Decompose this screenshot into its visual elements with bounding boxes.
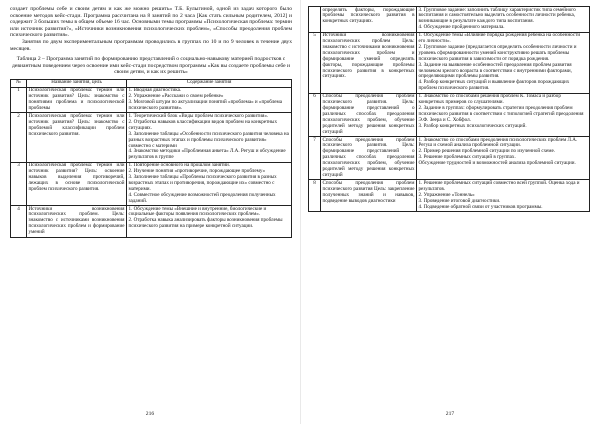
row-number: 2: [11, 113, 27, 162]
row-content: [127, 206, 292, 238]
row-name: Способы преодоления проблем психического развития Цель: закрепление полученных знаний и навыков, подведение выводов диагностики: [321, 180, 417, 212]
content-line: 1. Знакомство со способами преодоления психологических проблем Л.А. Регуш и схемой анализа проблемной ситуации.: [418, 136, 578, 149]
row-name: определять факторы, порождающие проблемы психического развития в конкретных ситуациях.: [321, 7, 417, 33]
content-line: 1. Обсуждение темы «Внешние и внутренние, биологические и социальные факторы появления психологических проблем».: [128, 205, 267, 218]
table-row: [309, 93, 590, 136]
content-line: 2. Упражнение «Тоннель»: [418, 191, 475, 198]
content-line: 1. Знакомство со способами решения проблем К. Томаса и разбор конкретных примеров со слушателями.: [418, 93, 561, 106]
table-row: [309, 180, 590, 212]
row-content: [417, 180, 590, 212]
content-line: 3. Заполнение таблицы «Особенности психического развития человека на разных возрастных этапах и проблемы психического развития» совместно с материми: [128, 130, 289, 149]
content-line: 1. Повторение основного на прошлом занятии.: [128, 162, 231, 169]
row-content: [127, 162, 292, 205]
content-line: 3. Мозговой штурм по актуализации понятий «проблема» и «проблема психического развития».: [128, 99, 283, 112]
content-line: 2. Групповое задание (предлагается определить особенности личности и уровень сформированности умений конструктивно решать проблемы психического развития в зависимости от порядка рождения.: [418, 43, 577, 62]
table-row: [309, 7, 590, 33]
table-row: [309, 137, 590, 180]
content-line: 2. Изучение понятия «противоречие, порождающее проблему»: [128, 168, 266, 175]
row-number: 1: [11, 87, 27, 113]
table-caption: Таблица 2 – Программа занятий по формированию представлений о социально-навыкову материей подростков с девиантным поведением через освоение ими кейс-стади посредством программы «Как вы создаете проблемы себе и своим детям, и как их решить»: [12, 56, 290, 76]
program-table-left: [10, 79, 292, 238]
row-number: 7: [309, 137, 321, 180]
content-line: 3. Разбор конкретных психологических ситуаций.: [418, 122, 527, 129]
content-line: 1. Обсуждение темы «Влияние порядка рождения ребенка на особенности его личности».: [418, 32, 581, 45]
content-line: 1. Решение проблемных ситуаций совместно всей группой. Оценка хода и результатов.: [418, 179, 580, 192]
row-name: Способы преодоления проблем психического развития. Цель: формирование представлений о различных способах преодоления психологических проблем, обучение родителей методу решения конкретных ситуаций: [322, 136, 415, 178]
content-line: 2. Отработка навыка анализировать факторы возникновения проблемы психического развития на примере конкретной ситуации.: [128, 217, 283, 230]
row-number: 4: [11, 206, 27, 238]
header-number: №: [11, 79, 27, 87]
row-number: 3: [11, 162, 27, 205]
row-content: [127, 87, 292, 113]
content-line: 2. Задание в группах: сформулировать стратегии преодоления проблем психического развития в соответствии с типологией стратегий преодоления Э.Ф. Зеера и С. Хобфол.: [418, 105, 584, 123]
content-line: 4. Подведение обратной связи от участников программы.: [418, 203, 543, 210]
content-line: 2. Пример решения проблемной ситуации по изученной схеме.: [418, 148, 556, 155]
content-line: 2. Отработка навыков классификации видов проблем на конкретных ситуациях.: [128, 118, 277, 131]
content-line: 3. Проведение итоговой диагностики.: [418, 197, 501, 204]
row-content: [417, 7, 590, 33]
groups-paragraph: Занятия по двум экспериментальным программам проводились в группах по 10 и по 9 человек в течение двух месяцев.: [10, 38, 292, 52]
row-name: Психологическая проблема: термин или источник развития? Цель: знакомство с проблемой классификации проблем психического развития.: [27, 113, 127, 162]
content-line: 3. Заполнение таблицы «Проблемы психического развития в разных возрастных этапах и противоречия, порождающие их» совместно с материми.: [128, 174, 277, 192]
content-line: 3. Решение проблемных ситуаций в группах.: [418, 154, 516, 161]
row-name: Психологическая проблема: термин или источник развития? Цель: знакомство с понятиями проблема и психологической проблемы: [28, 87, 125, 112]
table-row: [11, 206, 292, 238]
row-name: Источники возникновения психологических проблем Цель: знакомство с источниками возникновения психологических проблем и формирование умений определять факторы, порождающие проблемы психического развития в конкретных ситуациях.: [321, 32, 417, 93]
table-row: [11, 162, 292, 205]
content-line: 4. Разбор конкретных ситуаций и выявление факторов порождающих проблем психического развития.: [418, 79, 570, 92]
row-number: 8: [309, 180, 321, 212]
row-content: [417, 137, 590, 180]
page-number-left: 216: [145, 411, 155, 417]
program-table-right: [308, 6, 590, 212]
table-row: [309, 32, 590, 93]
row-number: 6: [309, 93, 321, 136]
row-content: [127, 113, 292, 162]
content-line: 3. Групповое задание: заполнить таблицу характеристик типа семейного воспитания и самостоятельно выделить особенности личности ребенка, возникающие в результате каждого типа воспитания.: [418, 6, 576, 25]
content-line: 1. Вводная диагностика.: [128, 87, 182, 94]
row-name: Психологическая проблема: термин или источник развития? Цель: освоение навыков выделения противоречий, лежащих в основе психологической проблем психического развития.: [27, 162, 127, 205]
content-line: Обсуждение трудностей и возможностей анализа проблемной ситуации.: [418, 160, 576, 167]
content-line: 3. Задание на выявление особенностей преодоления проблем развития человеком зрелого возраста в соответствии с внутренними факторами, определяющими проблемы развития.: [418, 61, 572, 80]
row-content: [417, 32, 590, 93]
content-line: 2. Упражнение «Расскажи о своем ребенке»: [128, 93, 224, 100]
row-name: Источники возникновения психологических проблем. Цель: знакомство с источниками возникновения психологических проблем и формирование умений: [28, 205, 125, 236]
row-number: [309, 7, 321, 33]
content-line: 4. Знакомство методики «Проблемная анкета» Л.А. Регуш и обсуждение результатов в группе: [128, 148, 286, 161]
right-page: [300, 0, 600, 424]
intro-paragraph: создает проблемы себе и своим детям и как же можно решить» Т.Б. Булыгиной, одной из задач которого было освоение методов кейс-стади. Программа рассчитана на 8 занятий по 2 часа [Как стать сильным родителем, 2012] и содержит 3 больших темы в общем объеме 16 час. Основными темы программы «Психологическая проблема: термин или источник развития?», «Источники возникновения психологических проблем», «Способы преодоления проблем психического развития».: [10, 6, 292, 39]
page-number-right: 217: [445, 411, 455, 417]
header-name: Название занятия, цель: [27, 79, 127, 87]
table-row: [11, 113, 292, 162]
table-row: [11, 87, 292, 113]
header-content: Содержание занятия: [127, 79, 292, 87]
row-name: Способы преодоления проблем психического развития. Цель: формирование представлений о различных способах преодоления психологических проблем, обучение родителей методу решения конкретных ситуаций: [322, 93, 415, 135]
row-number: 5: [309, 32, 321, 93]
content-line: 4. Совместное обсуждение возможностей преодоления полученных заданий.: [128, 191, 276, 204]
row-content: [417, 93, 590, 136]
content-line: 4. Обсуждение пройденного материала.: [418, 24, 505, 31]
content-line: 1. Теоретический блок «Виды проблем психического развития».: [128, 112, 269, 119]
